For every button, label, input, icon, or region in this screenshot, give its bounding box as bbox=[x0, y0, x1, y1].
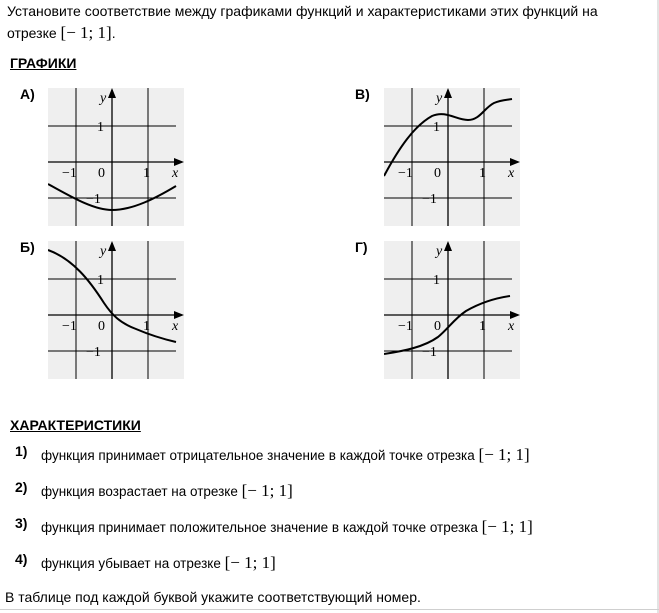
tick-1-y: 1 bbox=[433, 273, 440, 288]
characteristic-item-3: функция принимает положительное значение в каждой точке отрезка [− 1; 1] bbox=[41, 517, 533, 536]
tick-0: 0 bbox=[98, 166, 105, 181]
tick-1-x: 1 bbox=[143, 319, 150, 334]
tick-neg1-y: −1 bbox=[86, 345, 101, 360]
interval-math: [− 1; 1] bbox=[60, 23, 112, 42]
graph-label-g: Г) bbox=[355, 239, 368, 255]
graph-background bbox=[384, 241, 520, 379]
tick-neg1-x: −1 bbox=[62, 166, 77, 181]
item-number: 2) bbox=[15, 479, 28, 495]
tick-neg1-x: −1 bbox=[62, 319, 77, 334]
item-number: 4) bbox=[15, 551, 28, 567]
graph-label-v: В) bbox=[355, 86, 370, 102]
bottom-divider bbox=[0, 609, 659, 610]
graph-label-a: А) bbox=[20, 86, 35, 102]
y-label: y bbox=[436, 91, 443, 106]
graph-v bbox=[384, 88, 520, 226]
x-label: x bbox=[508, 319, 515, 334]
tick-1-x: 1 bbox=[143, 166, 150, 181]
tick-neg1-x: −1 bbox=[398, 319, 413, 334]
characteristic-item-2: функция возрастает на отрезке [− 1; 1] bbox=[41, 481, 293, 500]
tick-1-y: 1 bbox=[97, 273, 104, 288]
graph-label-b: Б) bbox=[20, 239, 35, 255]
footer-instruction: В таблице под каждой буквой укажите соответствующий номер. bbox=[5, 589, 421, 605]
tick-0: 0 bbox=[98, 319, 105, 334]
item-number: 1) bbox=[15, 443, 28, 459]
x-label: x bbox=[172, 166, 179, 181]
tick-1-x: 1 bbox=[479, 319, 486, 334]
graph-g bbox=[384, 241, 520, 379]
interval-math: [− 1; 1] bbox=[481, 517, 533, 536]
tick-0: 0 bbox=[434, 166, 441, 181]
item-number: 3) bbox=[15, 515, 28, 531]
graph-background bbox=[48, 88, 184, 226]
tick-neg1-x: −1 bbox=[398, 166, 413, 181]
tick-0: 0 bbox=[434, 319, 441, 334]
graph-b bbox=[48, 241, 184, 379]
graph-a bbox=[48, 88, 184, 226]
interval-math: [− 1; 1] bbox=[478, 445, 530, 464]
tick-1-x: 1 bbox=[479, 166, 486, 181]
characteristic-item-4: функция убывает на отрезке [− 1; 1] bbox=[41, 553, 276, 572]
x-label: x bbox=[508, 166, 515, 181]
graphs-heading: ГРАФИКИ bbox=[10, 55, 77, 71]
graph-background bbox=[384, 88, 520, 226]
x-label: x bbox=[172, 319, 179, 334]
tick-neg1-y: −1 bbox=[422, 345, 437, 360]
y-label: y bbox=[436, 244, 443, 259]
y-label: y bbox=[100, 244, 107, 259]
task-intro bbox=[7, 1, 637, 44]
characteristics-heading: ХАРАКТЕРИСТИКИ bbox=[10, 417, 141, 433]
intro-line-2: отрезке [− 1; 1]. bbox=[7, 23, 116, 42]
tick-1-y: 1 bbox=[433, 120, 440, 135]
interval-math: [− 1; 1] bbox=[224, 553, 276, 572]
tick-1-y: 1 bbox=[97, 120, 104, 135]
characteristic-item-1: функция принимает отрицательное значение в каждой точке отрезка [− 1; 1] bbox=[41, 445, 530, 464]
tick-neg1-y: −1 bbox=[422, 192, 437, 207]
tick-neg1-y: −1 bbox=[86, 192, 101, 207]
intro-line-1: Установите соответствие между графиками функций и характеристиками этих функций на bbox=[7, 3, 598, 19]
y-label: y bbox=[100, 91, 107, 106]
interval-math: [− 1; 1] bbox=[241, 481, 293, 500]
